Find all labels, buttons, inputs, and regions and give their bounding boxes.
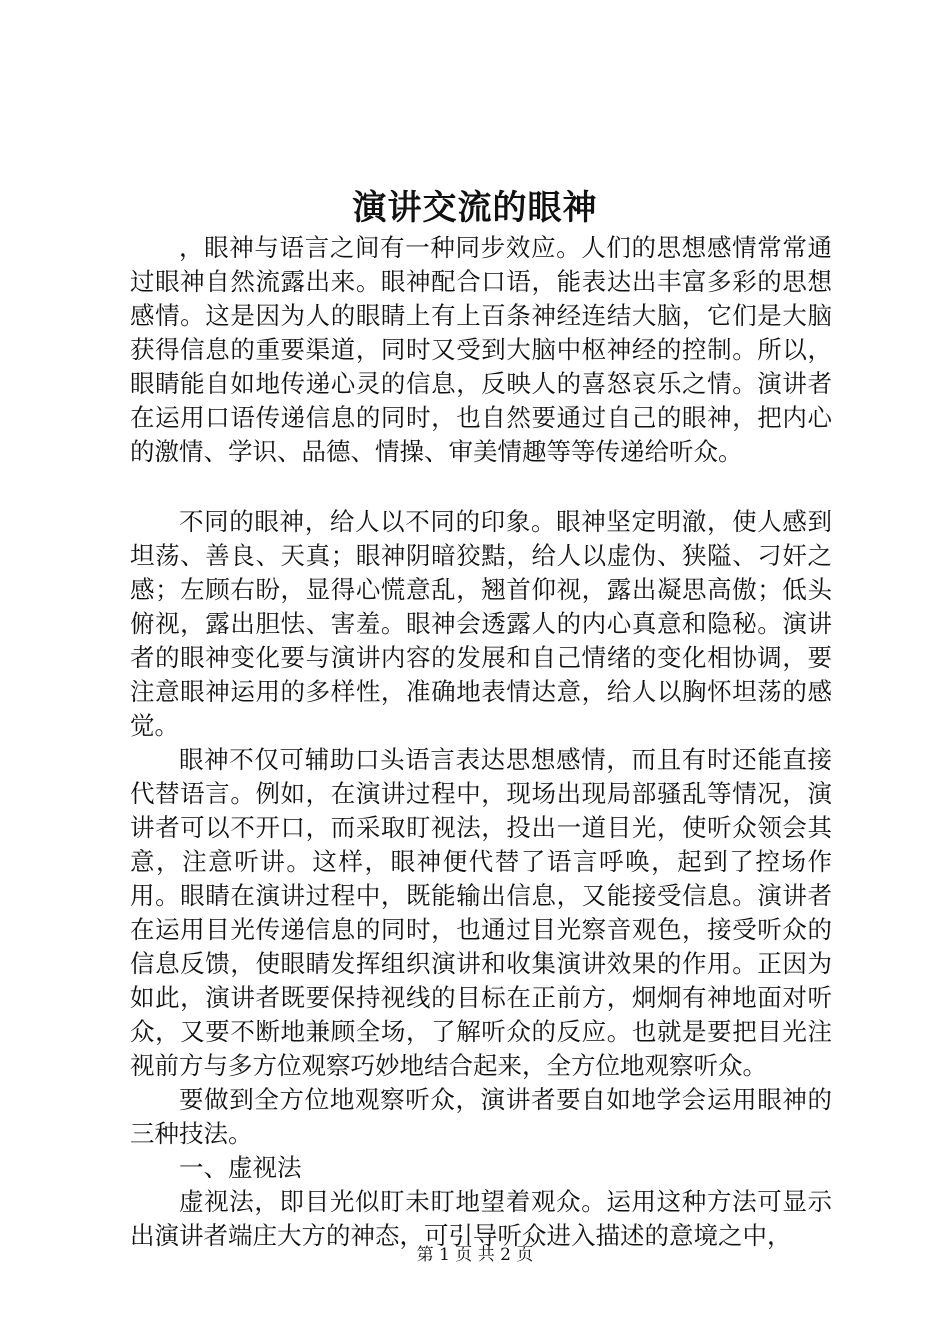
document-title: 演讲交流的眼神 <box>352 188 598 228</box>
paragraph: ，眼神与语言之间有一种同步效应。人们的思想感情常常通过眼神自然流露出来。眼神配合口语，能表达出丰富多彩的思想感情。这是因为人的眼睛上有上百条神经连结大脑，它们是大脑获得信息的重要渠道，同时又受到大脑中枢神经的控制。所以，眼睛能自如地传递心灵的信息，反映人的喜怒哀乐之情。演讲者在运用口语传递信息的同时，也自然要通过自己的眼神，把内心的激情、学识、品德、情操、审美情趣等等传递给听众。 <box>130 233 832 466</box>
page-footer: 第 1 页 共 2 页 <box>416 1245 534 1265</box>
section-heading: 一、虚视法 <box>179 1153 302 1182</box>
paragraph: 眼神不仅可辅助口头语言表达思想感情，而且有时还能直接代替语言。例如，在演讲过程中，现场出现局部骚乱等情况，演讲者可以不开口，而采取盯视法，投出一道目光，使听众领会其意，注意听讲。这样，眼神便代替了语言呼唤，起到了控场作用。眼睛在演讲过程中，既能输出信息，又能接受信息。演讲者在运用目光传递信息的同时，也通过目光察音观色，接受听众的信息反馈，使眼睛发挥组织演讲和收集演讲效果的作用。正因为如此，演讲者既要保持视线的目标在正前方，炯炯有神地面对听众，又要不断地兼顾全场，了解听众的反应。也就是要把目光注视前方与多方位观察巧妙地结合起来，全方位地观察听众。 <box>130 745 832 1080</box>
paragraph: 不同的眼神，给人以不同的印象。眼神坚定明澈，使人感到坦荡、善良、天真；眼神阴暗狡黠，给人以虚伪、狭隘、刁奸之感；左顾右盼，显得心慌意乱，翘首仰视，露出凝思高傲；低头俯视，露出胆怯、害羞。眼神会透露人的内心真意和隐秘。演讲者的眼神变化要与演讲内容的发展和自己情绪的变化相协调，要注意眼神运用的多样性，准确地表情达意，给人以胸怀坦荡的感觉。 <box>130 507 832 740</box>
document-body <box>130 231 832 1253</box>
paragraph: 要做到全方位地观察听众，演讲者要自如地学会运用眼神的三种技法。 <box>130 1085 832 1148</box>
paragraph: 虚视法，即目光似盯未盯地望着观众。运用这种方法可显示出演讲者端庄大方的神态，可引导听众进入描述的意境之中， <box>130 1187 832 1250</box>
